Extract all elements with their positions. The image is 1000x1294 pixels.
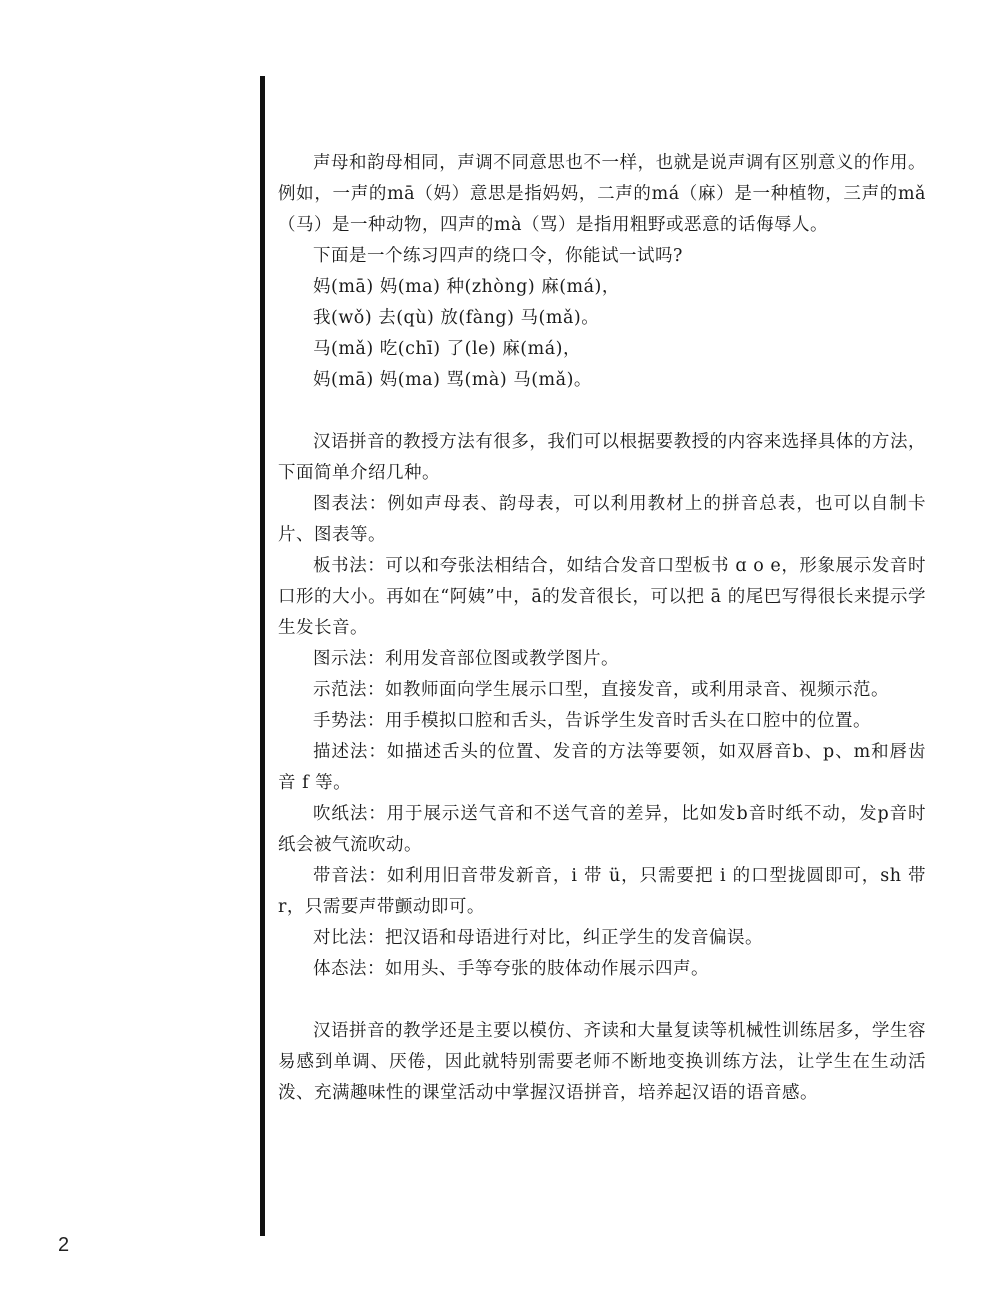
tongue-twister-intro: 下面是一个练习四声的绕口令，你能试一试吗? (313, 246, 683, 266)
method-paper-blowing: 吹纸法：用于展示送气音和不送气音的差异，比如发b音时纸不动，发p音时纸会被气流吹动。 (278, 804, 926, 855)
conclusion-paragraph: 汉语拼音的教学还是主要以模仿、齐读和大量复读等机械性训练居多，学生容易感到单调、厌倦，因此就特别需要老师不断地变换训练方法，让学生在生动活泼、充满趣味性的课堂活动中掌握汉语拼音，培养起汉语的语音感。 (278, 1021, 926, 1103)
method-body-language: 体态法：如用头、手等夸张的肢体动作展示四声。 (313, 959, 709, 979)
methods-intro: 汉语拼音的教授方法有很多，我们可以根据要教授的内容来选择具体的方法，下面简单介绍几种。 (278, 432, 926, 483)
tones-section (278, 148, 926, 396)
section-gap (278, 985, 926, 1016)
tongue-twister-line-3: 马(mǎ) 吃(chī) 了(le) 麻(má)， (313, 339, 581, 359)
method-description: 描述法：如描述舌头的位置、发音的方法等要领，如双唇音b、p、m和唇齿音 f 等。 (278, 742, 926, 793)
method-chart: 图表法：例如声母表、韵母表，可以利用教材上的拼音总表，也可以自制卡片、图表等。 (278, 494, 926, 545)
page-body (278, 148, 926, 1109)
tongue-twister-line-1: 妈(mā) 妈(ma) 种(zhòng) 麻(má)， (313, 277, 620, 297)
method-contrast: 对比法：把汉语和母语进行对比，纠正学生的发音偏误。 (313, 928, 763, 948)
tongue-twister-line-2: 我(wǒ) 去(qù) 放(fàng) 马(mǎ)。 (313, 308, 600, 328)
teaching-methods-section (278, 427, 926, 985)
margin-rule (260, 76, 265, 1236)
method-diagram: 图示法：利用发音部位图或教学图片。 (313, 649, 619, 669)
conclusion-section (278, 1016, 926, 1109)
method-blackboard: 板书法：可以和夸张法相结合，如结合发音口型板书 ɑ o e，形象展示发音时口形的大小。再如在“阿姨”中，ā的发音很长，可以把 ā 的尾巴写得很长来提示学生发长音。 (278, 556, 926, 638)
section-gap (278, 396, 926, 427)
method-gesture: 手势法：用手模拟口腔和舌头，告诉学生发音时舌头在口腔中的位置。 (313, 711, 871, 731)
method-demonstration: 示范法：如教师面向学生展示口型，直接发音，或利用录音、视频示范。 (313, 680, 889, 700)
page-number: 2 (58, 1234, 70, 1256)
tongue-twister-line-4: 妈(mā) 妈(ma) 骂(mà) 马(mǎ)。 (313, 370, 592, 390)
method-sound-leading: 带音法：如利用旧音带发新音，i 带 ü，只需要把 i 的口型拢圆即可，sh 带r，只需要声带颤动即可。 (278, 866, 926, 917)
tones-paragraph: 声母和韵母相同，声调不同意思也不一样，也就是说声调有区别意义的作用。例如，一声的mā（妈）意思是指妈妈，二声的má（麻）是一种植物，三声的mǎ（马）是一种动物，四声的mà（骂）是指用粗野或恶意的话侮辱人。 (278, 153, 926, 235)
